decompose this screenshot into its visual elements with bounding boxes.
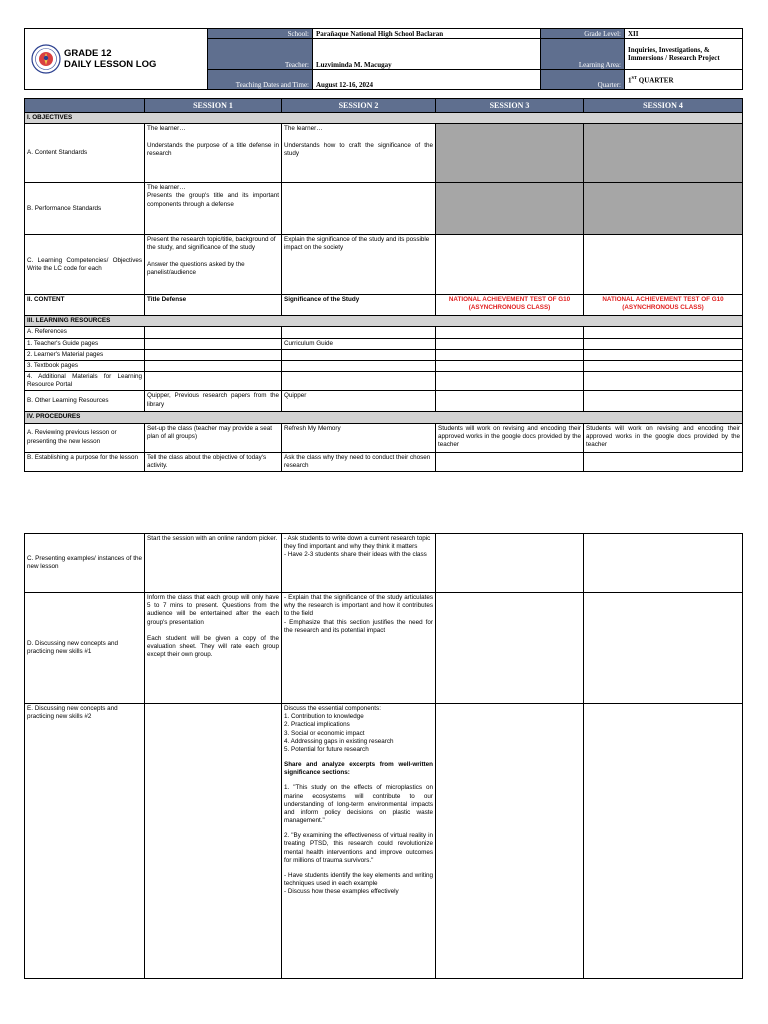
reviewing-s2: Refresh My Memory — [282, 423, 436, 452]
establishing-s1: Tell the class about the objective of today's activity. — [145, 452, 282, 471]
content-label: II. CONTENT — [25, 295, 145, 316]
content-s2: Significance of the Study — [282, 295, 436, 316]
content-standards-s4 — [584, 124, 743, 183]
establishing-label: B. Establishing a purpose for the lesson — [25, 452, 145, 471]
content-standards-s2: The learner… Understands how to craft the significance of the study — [282, 124, 436, 183]
reviewing-s1: Set-up the class (teacher may provide a seat plan of all groups) — [145, 423, 282, 452]
session-2-header: SESSION 2 — [282, 99, 436, 113]
teacher-value: Luzviminda M. Macugay — [313, 39, 541, 70]
title-dll: DAILY LESSON LOG — [64, 59, 157, 70]
teachers-guide-s2: Curriculum Guide — [282, 338, 436, 349]
area-value: Inquiries, Investigations, & Immersions / Research Project — [625, 39, 743, 70]
content-s3: NATIONAL ACHIEVEMENT TEST OF G10 (ASYNCHRONOUS CLASS) — [436, 295, 584, 316]
session-1-header: SESSION 1 — [145, 99, 282, 113]
competencies-label: C. Learning Competencies/ Objectives Write the LC code for each — [25, 235, 145, 295]
grade-value: XII — [625, 29, 743, 39]
content-standards-s1: The learner… Understands the purpose of a title defense in research — [145, 124, 282, 183]
procedures-section: IV. PROCEDURES — [25, 412, 743, 423]
deped-seal-icon — [31, 44, 61, 74]
discussing2-s2 — [282, 704, 436, 979]
content-s1: Title Defense — [145, 295, 282, 316]
header-table — [24, 28, 743, 90]
learners-material-label: 2. Learner's Material pages — [25, 349, 145, 360]
content-s4: NATIONAL ACHIEVEMENT TEST OF G10 (ASYNCHRONOUS CLASS) — [584, 295, 743, 316]
dates-value: August 12-16, 2024 — [313, 69, 541, 89]
content-standards-label: A. Content Standards — [25, 124, 145, 183]
performance-standards-s4 — [584, 183, 743, 235]
teachers-guide-label: 1. Teacher's Guide pages — [25, 338, 145, 349]
header-corner — [25, 99, 145, 113]
school-label: School: — [208, 29, 313, 39]
presenting-label: C. Presenting examples/ instances of the new lesson — [25, 534, 145, 593]
textbook-label: 3. Textbook pages — [25, 360, 145, 371]
teacher-label: Teacher: — [208, 39, 313, 70]
reviewing-s3: Students will work on revising and encoding their approved works in the google docs provided by the teacher — [436, 423, 584, 452]
competencies-s1: Present the research topic/title, background of the study, and significance of the study Answer the questions asked by the panelist/audience — [145, 235, 282, 295]
discussing1-s2: - Explain that the significance of the study articulates why the research is important and how it contributes to the field - Emphasize that this section justifies the need for the research and its potential impact — [282, 593, 436, 704]
quarter-label: Quarter: — [541, 69, 625, 89]
reviewing-label: A. Reviewing previous lesson or presenting the new lesson — [25, 423, 145, 452]
reviewing-s4: Students will work on revising and encoding their approved works in the google docs provided by the teacher — [584, 423, 743, 452]
discussing1-label: D. Discussing new concepts and practicing new skills #1 — [25, 593, 145, 704]
lesson-table-page1 — [24, 98, 743, 472]
discussing2-label: E. Discussing new concepts and practicing new skills #2 — [25, 704, 145, 979]
competencies-s2: Explain the significance of the study and its possible impact on the society — [282, 235, 436, 295]
other-resources-s1: Quipper, Previous research papers from the library — [145, 391, 282, 412]
example-2: 2. "By examining the effectiveness of virtual reality in treating PTSD, this research could revolutionize mental health interventions and improve outcomes for millions of trauma survivors." — [284, 832, 433, 864]
presenting-s2: - Ask students to write down a current research topic they find important and why they think it matters - Have 2-3 students share their ideas with the class — [282, 534, 436, 593]
example-tasks: - Have students identify the key elements and writing techniques used in each example - Discuss how these examples effectively — [284, 871, 433, 896]
session-3-header: SESSION 3 — [436, 99, 584, 113]
components-list: Discuss the essential components: 1. Contribution to knowledge 2. Practical implications 3. Social or economic impact 4. Addressing gaps in existing research 5. Potential for future research — [284, 705, 394, 753]
title-grade: GRADE 12 — [64, 47, 112, 59]
additional-materials-label: 4. Additional Materials for Learning Resource Portal — [25, 372, 145, 391]
quarter-value: 1ST QUARTER — [625, 69, 743, 89]
resources-section: III. LEARNING RESOURCES — [25, 316, 743, 327]
competencies-s4 — [584, 235, 743, 295]
lesson-table-page2 — [24, 533, 743, 979]
competencies-s3 — [436, 235, 584, 295]
performance-standards-s3 — [436, 183, 584, 235]
area-label: Learning Area: — [541, 39, 625, 70]
session-4-header: SESSION 4 — [584, 99, 743, 113]
content-standards-s3 — [436, 124, 584, 183]
establishing-s2: Ask the class why they need to conduct their chosen research — [282, 452, 436, 471]
objectives-section: I. OBJECTIVES — [25, 113, 743, 124]
excerpts-heading: Share and analyze excerpts from well-written significance sections: — [284, 761, 433, 777]
presenting-s1: Start the session with an online random picker. — [145, 534, 282, 593]
grade-label: Grade Level: — [541, 29, 625, 39]
other-resources-s2: Quipper — [282, 391, 436, 412]
references-label: A. References — [25, 327, 145, 338]
performance-standards-label: B. Performance Standards — [25, 183, 145, 235]
other-resources-label: B. Other Learning Resources — [25, 391, 145, 412]
logo-title-cell — [25, 29, 208, 90]
example-1: 1. "This study on the effects of microplastics on marine ecosystems will contribute to our understanding of long-term environmental impacts and inform policy decisions on plastic waste management." — [284, 784, 433, 825]
discussing1-s1: Inform the class that each group will only have 5 to 7 mins to present. Questions from the audience will be entertained after the each group's presentation Each student will be given a copy of the evaluation sheet. They will rate each group except their own group. — [145, 593, 282, 704]
performance-standards-s1: The learner… Presents the group's title and its important components through a defense — [145, 183, 282, 235]
dates-label: Teaching Dates and Time: — [208, 69, 313, 89]
performance-standards-s2 — [282, 183, 436, 235]
school-value: Parañaque National High School Baclaran — [313, 29, 541, 39]
